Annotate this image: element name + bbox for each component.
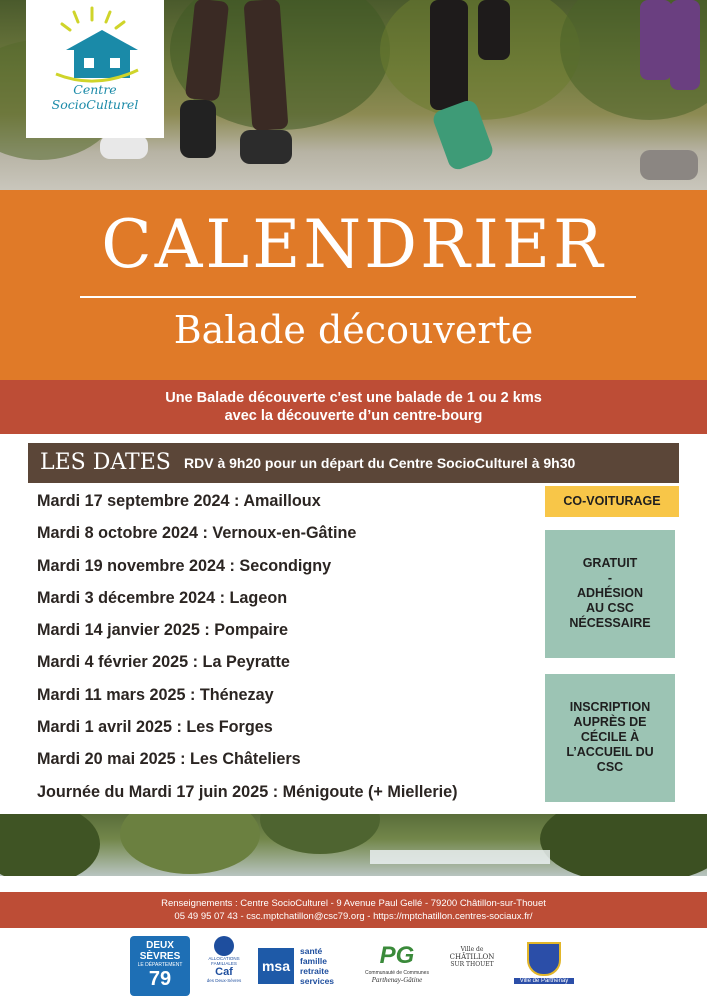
dates-heading: LES DATES: [40, 450, 171, 475]
list-item: Mardi 4 février 2025 : La Peyratte: [37, 653, 290, 672]
page-subtitle: Balade découverte: [173, 308, 534, 352]
dates-header-bar: [28, 443, 679, 483]
list-item: Mardi 11 mars 2025 : Thénezay: [37, 685, 274, 704]
intro-line-1: Une Balade découverte c'est une balade de 1 ou 2 kms: [165, 390, 542, 406]
inscription-line: L’ACCUEIL DU: [566, 745, 654, 759]
list-item: Mardi 20 mai 2025 : Les Châteliers: [37, 750, 301, 769]
list-item: Journée du Mardi 17 juin 2025 : Ménigoute (+ Miellerie): [37, 782, 458, 801]
contact-info-band: [0, 892, 707, 928]
list-item: Mardi 1 avril 2025 : Les Forges: [37, 718, 273, 737]
inscription-line: CÉCILE À: [580, 730, 640, 744]
gratuit-line: GRATUIT: [582, 556, 638, 570]
contact-line: 05 49 95 07 43 - csc.mptchatillon@csc79.org - https://mptchatillon.centres-sociaux.fr/: [174, 911, 533, 922]
list-item: Mardi 19 novembre 2024 : Secondigny: [37, 556, 332, 575]
date-list: [37, 490, 547, 813]
inscription-line: INSCRIPTION: [569, 700, 651, 714]
title-divider: [80, 296, 636, 298]
list-item: Mardi 8 octobre 2024 : Vernoux-en-Gâtine: [37, 524, 357, 543]
partner-logos: [0, 932, 707, 1000]
gratuit-line: ADHÉSION: [577, 586, 643, 600]
inscription-line: CSC: [596, 760, 624, 774]
centre-socioculturel-logo: [26, 0, 164, 138]
cc-parthenay-gatine-logo: PG Communauté de Communes Parthenay-Gâtine: [365, 942, 429, 984]
gratuit-line: AU CSC: [586, 601, 634, 615]
logo-text: Centre SocioCulturel: [51, 82, 139, 112]
intro-line-2: avec la découverte d’un centre-bourg: [224, 408, 483, 424]
page-title: CALENDRIER: [101, 206, 606, 283]
ville-de-parthenay-logo: Ville de Parthenay: [514, 936, 574, 996]
gratuit-line: -: [607, 571, 613, 585]
intro-band: [0, 380, 707, 434]
caf-logo: ALLOCATIONS FAMILIALES Caf des Deux-Sèvres: [205, 936, 243, 996]
msa-logo: msa santé famille retraite services: [258, 936, 346, 996]
address-line: Renseignements : Centre SocioCulturel - 9 Avenue Paul Gellé - 79200 Châtillon-sur-Thouet: [161, 898, 546, 909]
gratuit-line: NÉCESSAIRE: [569, 616, 651, 630]
list-item: Mardi 3 décembre 2024 : Lageon: [37, 588, 288, 607]
list-item: Mardi 17 septembre 2024 : Amailloux: [37, 492, 321, 510]
covoiturage-badge: CO-VOITURAGE: [545, 486, 679, 517]
deux-sevres-logo: DEUX SÈVRES LE DÉPARTEMENT 79: [130, 936, 190, 996]
gratuit-info-box: [545, 530, 675, 658]
inscription-line: AUPRÈS DE: [573, 715, 647, 729]
coat-of-arms-icon: [527, 942, 561, 976]
inscription-info-box: [545, 674, 675, 802]
chatillon-sur-thouet-logo: Ville de CHÂTILLON SUR THOUET: [449, 946, 495, 968]
list-item: Mardi 14 janvier 2025 : Pompaire: [37, 621, 289, 640]
house-logo-icon: [26, 0, 164, 138]
rdv-info: RDV à 9h20 pour un départ du Centre SocioCulturel à 9h30: [184, 455, 576, 471]
river-photo: [0, 814, 707, 876]
